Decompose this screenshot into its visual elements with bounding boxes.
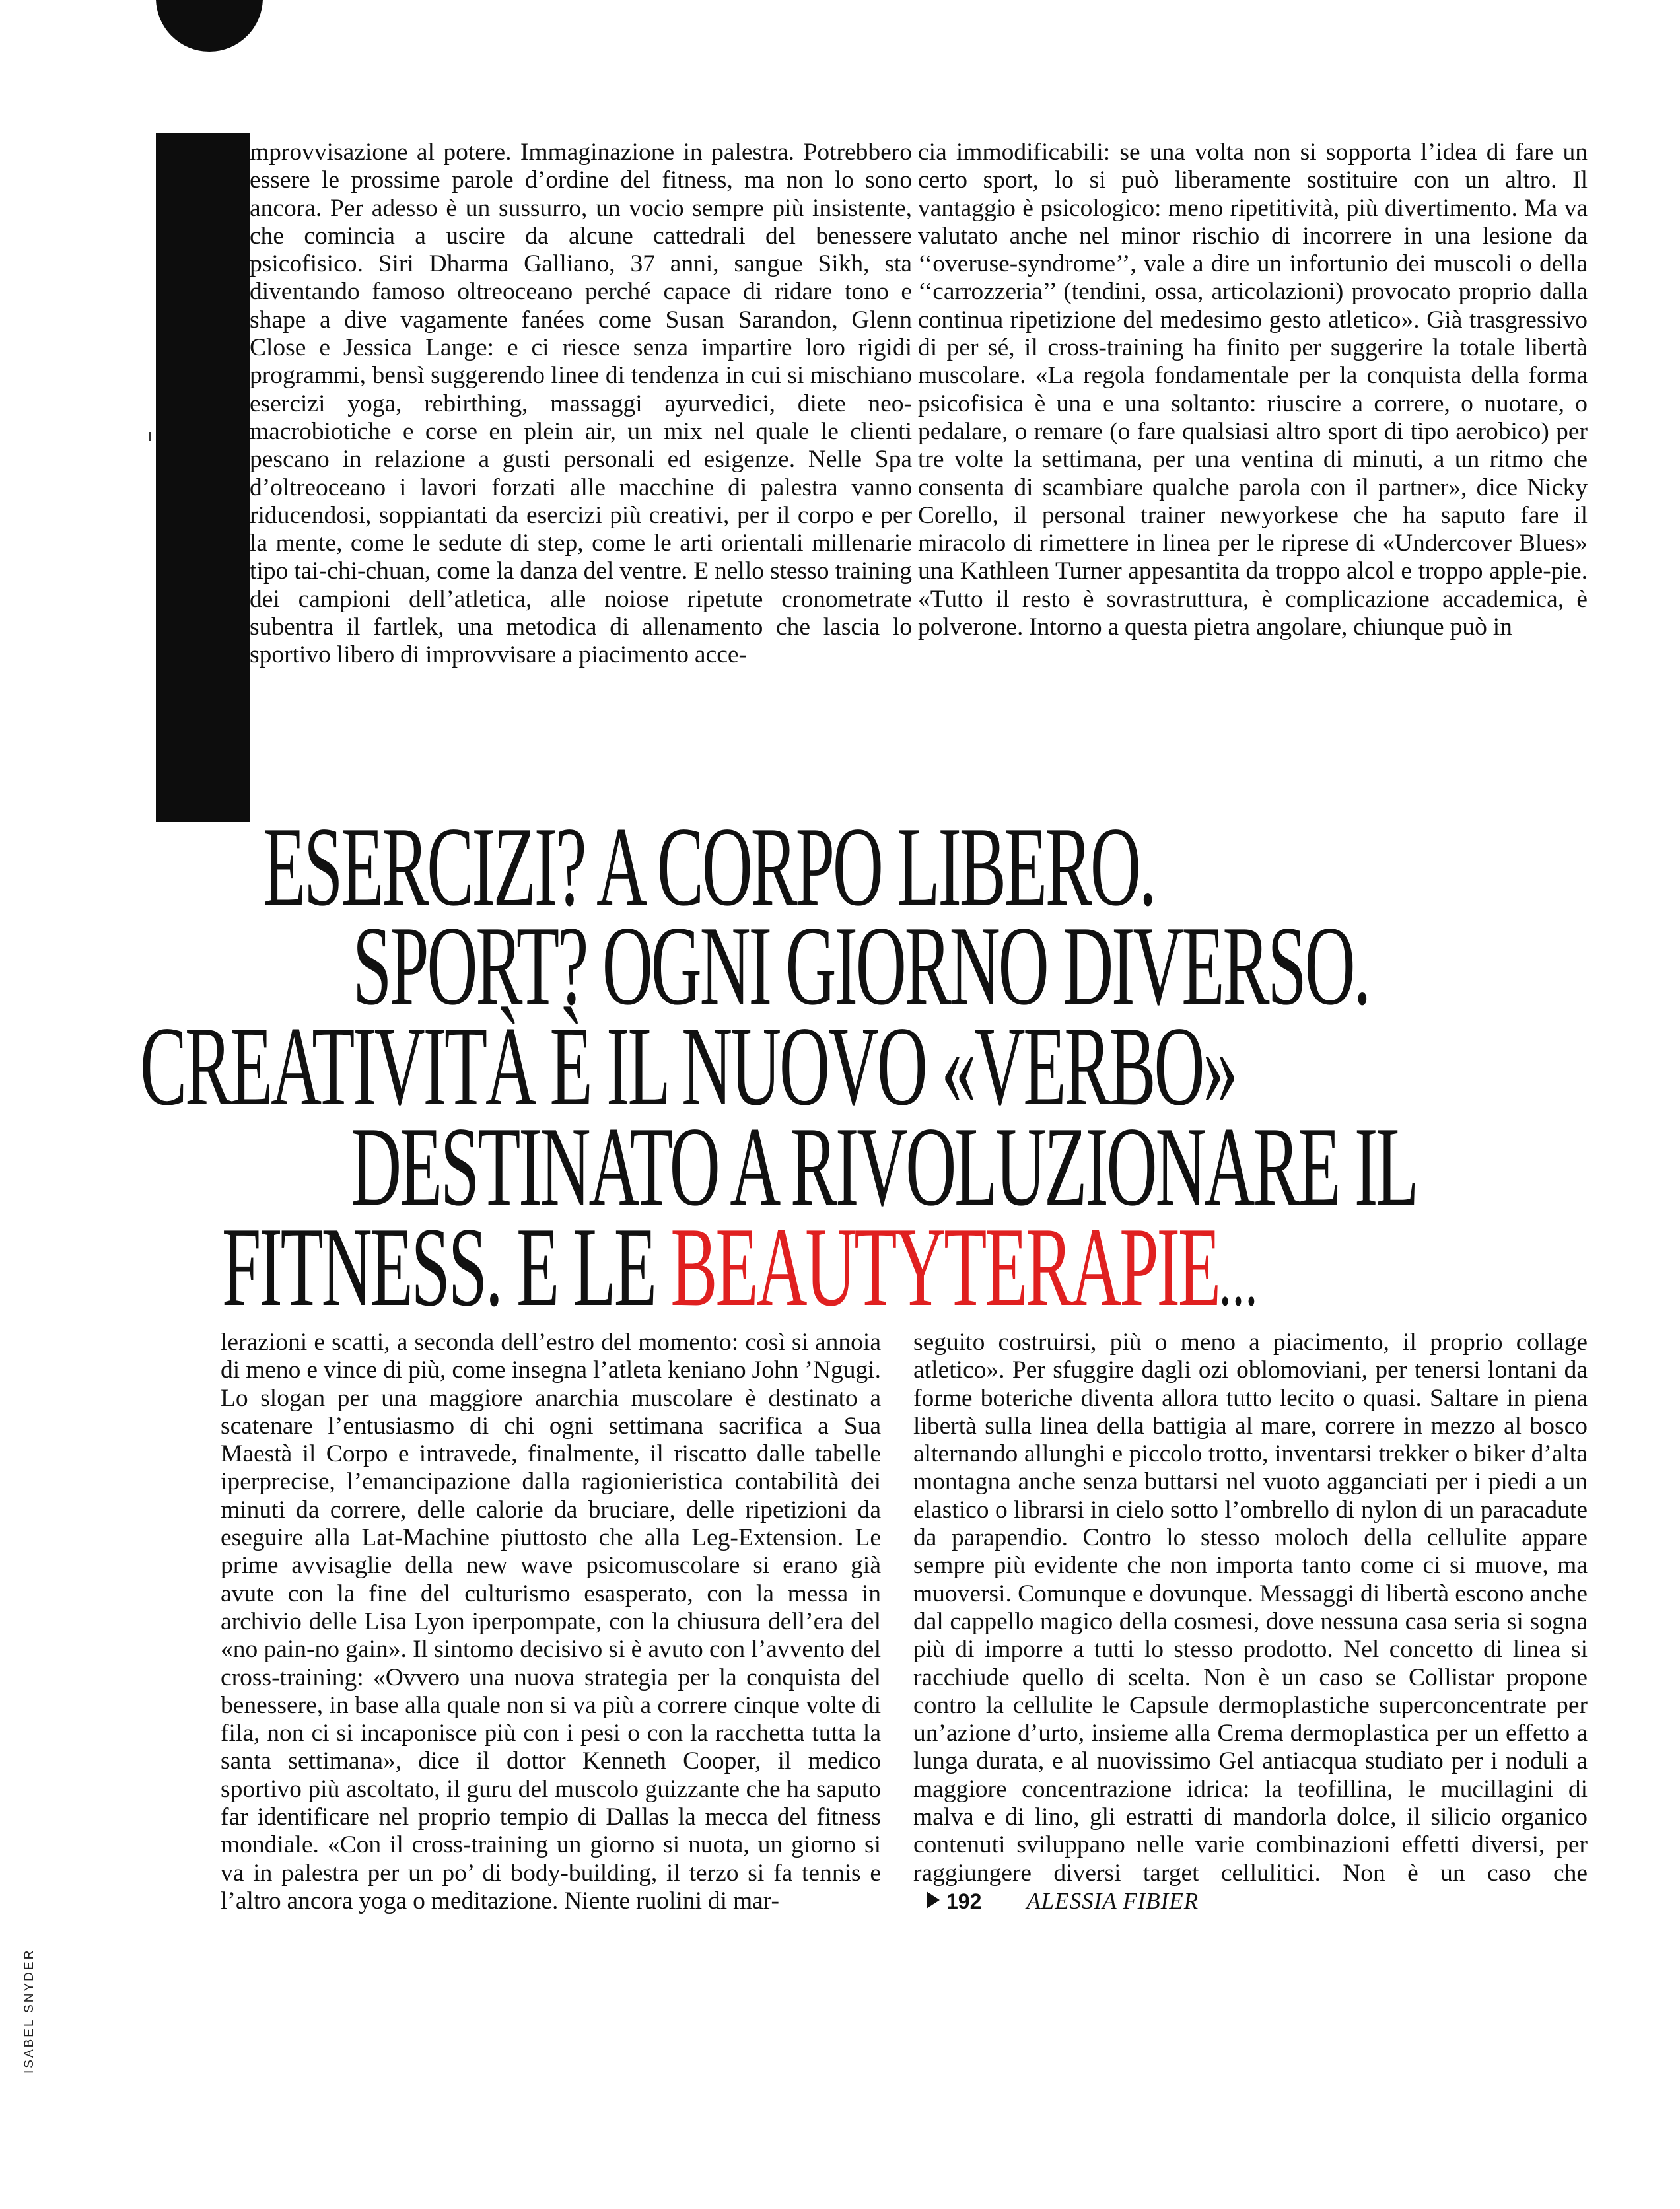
headline-line-1: ESERCIZI? A CORPO LIBERO.: [263, 804, 1155, 930]
drop-cap-mark: [149, 432, 151, 441]
column-2-text: cia immodificabili: se una volta non si sopporta l’idea di fare un certo sport, lo si può liberamente sostituire con un altro. Il vantaggio è psicologico: meno ripetitività, più divertimento. Ma va valutato anche nel minor rischio di incorrere in una lesione da ‘‘overuse-syndrome’’, vale a dire un infortunio dei muscoli o della ‘‘carrozzeria’’ (tendini, ossa, articolazioni) provocato proprio dalla continua ripetizione del medesimo gesto atletico». Già trasgressivo di per sé, il cross-training ha finito per suggerire la totale libertà muscolare. «La regola fondamentale per la conquista della forma psicofisica è una e una soltanto: riuscire a correre, o nuotare, o pedalare, o remare (o fare qualsiasi altro sport di tipo aerobico) per tre volte la settimana, per una ventina di minuti, a un ritmo che consenta di scambiare qualche parola con il partner», dice Nicky Corello, il personal trainer newyorkese che ha saputo fare il miracolo di rimettere in linea per le riprese di «Undercover Blues» una Kathleen Turner appesantita da troppo alcol e troppo apple-pie. «Tutto il resto è sovrastruttura, è complicazione accademica, è polverone. Intorno a questa pietra angolare, chiunque può in: [918, 139, 1588, 641]
decorative-corner-dot: [156, 0, 263, 52]
headline-line-2: SPORT? OGNI GIORNO DIVERSO.: [353, 903, 1370, 1029]
column-4-text: seguito costruirsi, più o meno a piacimento, il proprio collage atletico». Per sfuggire dagli ozi oblomoviani, per tenersi lontani da forme boteriche diventa allora tutto lecito o quasi. Saltare in piena libertà sulla linea della battigia al mare, correre in mezzo al bosco alternando allunghi e piccolo trotto, inventarsi trekker o biker d’alta montagna anche senza buttarsi nel vuoto agganciati per i piedi a un elastico o librarsi in cielo sotto l’ombrello di nylon di un paracadute da parapendio. Contro lo stesso moloch della cellulite appare sempre più evidente che non importa tanto come ci si muove, ma muoversi. Comunque e dovunque. Messaggi di libertà escono anche dal cappello magico della cosmesi, dove nessuna casa seria si sogna più di imporre a tutti lo stesso prodotto. Nel concetto di linea si racchiude quello di scelta. Non è un caso se Collistar propone contro la cellulite le Capsule dermoplastiche superconcentrate per un’azione d’urto, insieme alla Crema dermoplastica per un effetto a lunga durata, e al nuovissimo Gel antiacqua studiato per i noduli a maggiore concentrazione idrica: la teofillina, le mucillagini di malva e di lino, gli estratti di mandorla dolce, il silicio organico contenuti sviluppano nelle varie combinazioni effetti diversi, per raggiungere diversi target cellulitici. Non è un caso che: [913, 1329, 1588, 1887]
headline-accent-word: BEAUTYTERAPIE: [670, 1205, 1219, 1330]
article-column-2: [918, 139, 1588, 641]
headline-ellipsis: ...: [1218, 1234, 1259, 1322]
triangle-arrow-icon: [927, 1891, 940, 1909]
headline-line-3: CREATIVITÀ È IL NUOVO «VERBO»: [140, 1004, 1236, 1129]
headline-line-5: [222, 1205, 1259, 1330]
photo-credit: ISABEL SNYDER: [22, 1948, 36, 2074]
article-column-1: [250, 139, 912, 670]
continued-page-number: 192: [946, 1889, 982, 1913]
column-3-text: lerazioni e scatti, a seconda dell’estro del momento: così si annoia di meno e vince di più, come insegna l’atleta keniano John ’Ngugi. Lo slogan per una maggiore anarchia muscolare è destinato a scatenare l’entusiasmo di chi ogni settimana sacrifica a Sua Maestà il Corpo e intravede, finalmente, il riscatto dalle tabelle iperprecise, l’emancipazione dalla ragionieristica contabilità dei minuti da correre, delle calorie da bruciare, delle ripetizioni da eseguire alla Lat-Machine piuttosto che alla Leg-Extension. Le prime avvisaglie della new wave psicomuscolare si erano già avute con la fine del culturismo esasperato, con la messa in archivio delle Lisa Lyon iperpompate, con la chiusura dell’era del «no pain-no gain». Il sintomo decisivo si è avuto con l’avvento del cross-training: «Ovvero una nuova strategia per la conquista del benessere, in base alla quale non si va più a correre cinque volte di fila, non ci si incaponisce più con i pesi o con la racchetta tutta la santa settimana», dice il dottor Kenneth Cooper, il medico sportivo più ascoltato, il guru del muscolo guizzante che ha saputo far identificare nel proprio tempio di Dallas la mecca del fitness mondiale. «Con il cross-training un giorno si nuota, un giorno si va in palestra per un po’ di body-building, il terzo si fa tennis e l’altro ancora yoga o meditazione. Niente ruolini di mar-: [221, 1329, 881, 1914]
headline: [0, 804, 1680, 1330]
continued-marker: [913, 1887, 1199, 1914]
drop-cap-i: [156, 133, 250, 822]
headline-line-4: DESTINATO A RIVOLUZIONARE IL: [351, 1104, 1417, 1230]
headline-line-5-start: FITNESS. E LE: [222, 1205, 671, 1330]
column-4-paragraph: [913, 1329, 1588, 1915]
column-1-text: mprovvisazione al potere. Immaginazione in palestra. Potrebbero essere le prossime parole d’ordine del fitness, ma non lo sono ancora. Per adesso è un sussurro, un vocio sempre più insistente, che comincia a uscire da alcune cattedrali del benessere psicofisico. Siri Dharma Galliano, 37 anni, sangue Sikh, sta diventando famoso oltreoceano perché capace di ridare tono e shape a dive vagamente fanées come Susan Sarandon, Glenn Close e Jessica Lange: e ci riesce senza impartire loro rigidi programmi, bensì suggerendo linee di tendenza in cui si mischiano esercizi yoga, rebirthing, massaggi ayurvedici, diete neo-macrobiotiche e corse en plein air, un mix nel quale le clienti pescano in relazione a gusti personali ed esigenze. Nelle Spa d’oltreoceano i lavori forzati alle macchine di palestra vanno riducendosi, soppiantati da esercizi più creativi, per il corpo e per la mente, come le sedute di step, come le arti orientali millenarie tipo tai-chi-chuan, come la danza del ventre. E nello stesso training dei campioni dell’atletica, alle noiose ripetute cronometrate subentra il fartlek, una metodica di allenamento che lascia lo sportivo libero di improvvisare a piacimento acce-: [250, 139, 912, 669]
author-byline: ALESSIA FIBIER: [1026, 1887, 1199, 1914]
article-column-3: [221, 1329, 881, 1915]
article-column-4: [913, 1329, 1588, 1915]
